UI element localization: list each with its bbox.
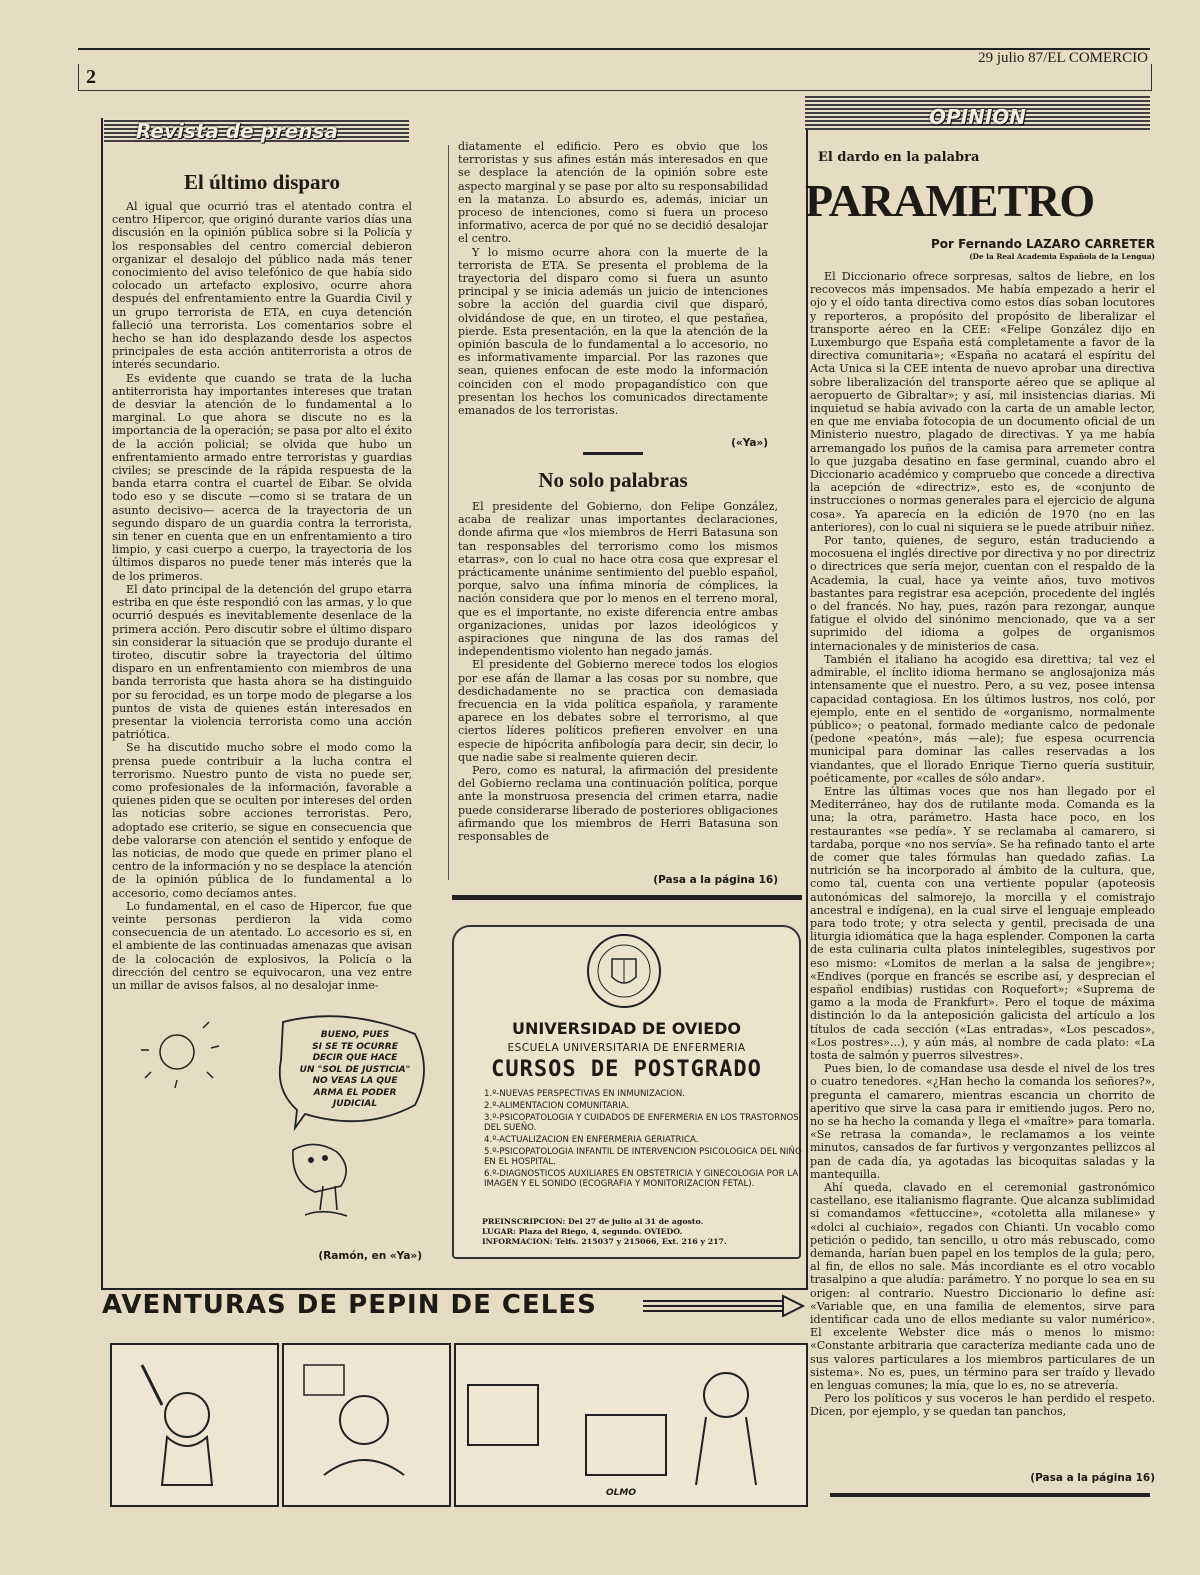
speech-line: DECIR QUE HACE [312,1053,398,1063]
article1-paragraph: Lo fundamental, en el caso de Hipercor, fue que veinte personas perdieron la vida como consecuencia de un atentado. Lo accesorio es si, en el ambiente de las continuadas amenazas que avisan de la colocación de explosivos, la Policía o la dirección del centro se equivocaron, una vez entre un millar de avisos falsos, al no desalojar inme- [112,899,412,992]
ad-course: 6.º-DIAGNOSTICOS AUXILIARES EN OBSTETRICIA Y GINECOLOGIA POR LA IMAGEN Y EL SONIDO (ECOGRAFIA Y MONITORIZACION FETAL). [484,1169,799,1189]
ad-informacion: INFORMACION: Telfs. 215037 y 215066, Ext. 216 y 217. [482,1237,727,1246]
ad-lugar: LUGAR: Plaza del Riego, 4, segundo. OVIEDO. [482,1227,683,1236]
article1-paragraph: Y lo mismo ocurre ahora con la muerte de la terrorista de ETA. Se presenta el problema de la trayectoria del disparo como si fuera un asunto principal y se inicia además un juicio de intenciones sobre la acción del guardia civil que disparó, olvidándose de que, en un tiroteo, el que pestañea, pierde. Esta presentación, en la que la atención de la opinión bascula de lo fundamental a lo accesorio, no es informativamente imparcial. Por las razones que sean, quienes enfocan de este modo la información coinciden con el modo propagandístico con que presentan los hechos los comunicados directamente emanados de los terroristas. [458,245,768,418]
opinion-body [810,270,1155,1468]
comic-title: AVENTURAS DE PEPIN DE CELES [102,1290,597,1320]
opinion-paragraph: Pero los políticos y sus voceros le han perdido el respeto. Dicen, por ejemplo, y se quedan tan panchos, [810,1392,1155,1419]
column-divider [448,145,449,880]
article2-paragraph: El presidente del Gobierno merece todos los elogios por ese afán de llamar a las cosas por su nombre, que desdichadamente no se practica con demasiada frecuencia en la vida política española, y raramente aparece en los debates sobre el terrorismo, al que ciertos líderes políticos prefieren envolver en una especie de hipócrita anfibología para decir, sin decir, lo que nadie sabe si realmente quieren decir. [458,658,778,764]
header-box [78,64,1152,91]
ad-course: 4.º-ACTUALIZACION EN ENFERMERIA GERIATRICA. [484,1135,699,1145]
article-separator [583,452,643,455]
speech-line: SI SE TE OCURRE [312,1041,398,1052]
opinion-section-label: OPINION [928,105,1027,129]
article1-paragraph: El dato principal de la detención del grupo etarra estriba en que éste respondió con las armas, y lo que ocurrió después es inevitablemente desenlace de la primera acción. Pero discutir sobre el último disparo sin considerar la situación que se produjo durante el tiroteo, discutir sobre la trayectoria del último disparo en un enfrentamiento con miembros de una banda terrorista que hasta ahora se ha distinguido por su ferocidad, es un torpe modo de plegarse a los puntos de vista de quienes están interesados en presentar la violencia terrorista como una acción patriótica. [112,582,412,742]
cartoon [115,1010,435,1240]
opinion-bottom-rule [830,1493,1150,1497]
comic-panel [454,1343,808,1507]
ad-course: 1.º-NUEVAS PERSPECTIVAS EN INMUNIZACION. [484,1089,686,1099]
speech-line: NO VEAS LA QUE [312,1076,398,1086]
comic-signature: OLMO [606,1488,636,1498]
article1-left-column [112,200,412,992]
ad-course: 2.º-ALIMENTACION COMUNITARIA. [484,1101,630,1111]
sun-rays-icon [141,1022,219,1088]
article2-paragraph: Pero, como es natural, la afirmación del presidente del Gobierno reclama una continuación política, porque ante la monstruosa presencia del crimen etarra, nadie puede considerarse liberado de posteriores obligaciones afirmando que los miembros de Herri Batasuna son responsables de [458,764,778,844]
article2-bottom-rule [452,895,802,900]
opinion-paragraph: Ahí queda, clavado en el ceremonial gastronómico castellano, ese italianismo flagrante. Que alcanza sublimidad si comandamos «fettuccine», «cotoletta alla milanese» y «dolci al cuchiaio», regados con Chianti. Un vocablo como petición o pedido, tan sencillo, u otro más rebuscado, como demanda, harían buen papel en los templos de la gula; pero, al fin, de ellos no sale. Más incordiante es el otro vocablo trasalpino a que aludía: parámetro. Y no porque lo sea en su origen: al contrario. Nuestro Diccionario lo define así: «Variable que, en una familia de elementos, sirve para identificar cada uno de ellos mediante su valor numérico». El excelente Webster dice más o menos lo mismo: «Constante arbitraria que caracteriza mediante cada uno de sus valores particulares a los miembros particulares de un sistema». No es, pues, un término para ser traído y llevado en lenguas comunes; la mía, que lo es, no se atrevería. [810,1181,1155,1393]
ad-course-list [454,1089,804,1191]
article1-title-wrap [112,170,412,195]
university-ad [452,925,801,1259]
cartoon-caption: (Ramón, en «Ya») [318,1250,422,1262]
comic-strip [110,1343,810,1508]
article1-title: El último disparo [184,170,340,194]
speech-line: JUDICIAL [332,1099,378,1109]
opinion-section-banner [805,96,1150,130]
comic-panel-drawing [112,1345,277,1505]
comic-panel [282,1343,451,1507]
opinion-paragraph: El Diccionario ofrece sorpresas, saltos de liebre, en los recovecos más impensados. Me había empezado a herir el ojo y el oído tanta directiva como estos días soban locutores y reporteros, a propósito del propósito de liberalizar el transporte aéreo en la CEE: «Felipe González dijo en Luxemburgo que España está completamente a favor de la directiva comunitaria»; «España no acatará el espíritu del Acta Unica si la CEE intenta de nuevo aprobar una directiva sobre liberalización del transporte aéreo que se aplique al aeropuerto de Gibraltar»; y así, mil insistencias diarias. Mi inquietud se había avivado con la carta de un amable lector, en que me enviaba fotocopia de un documento oficial de un Ministerio nuestro, plagado de directivas. Y ya me había arremangado los puños de la camisa para arremeter contra lo que juzgaba desatino en fase germinal, cuando abro el Diccionario académico y compruebo que concede a directiva la acepción de «directriz», esto es, de «conjunto de instrucciones o normas generales para el ejercicio de alguna cosa». Ya aparecía en la edición de 1970 (no en las anteriores), con lo cual ni siquiera se le puede atribuir niñez. [810,270,1155,534]
comic-panel-drawing [284,1345,449,1505]
opinion-byline: Por Fernando LAZARO CARRETER [930,237,1155,251]
opinion-kicker: El dardo en la palabra [818,150,980,165]
revista-section-banner [104,118,409,142]
article1-paragraph: Se ha discutido mucho sobre el modo como la prensa puede contribuir a la lucha contra el terrorismo. Nuestro punto de vista no puede ser, como profesionales de la información, favorable a quienes piden que se oculten por intereses del orden las noticias sobre acciones terroristas. Pero, adoptado ese criterio, se sigue en consecuencia que debe valorarse con atención el sentido y enfoque de las noticias, de modo que quede en primer plano el centro de la información y no se desplace la atención de la opinión pública de lo fundamental a lo accesorio, como decíamos antes. [112,741,412,900]
ad-course: 3.º-PSICOPATOLOGIA Y CUIDADOS DE ENFERMERIA EN LOS TRASTORNOS DEL SUEÑO. [484,1113,799,1133]
sun-icon [160,1035,194,1069]
speech-line: ARMA EL PODER [313,1087,397,1098]
opinion-continuation: (Pasa a la página 16) [1030,1472,1155,1484]
opinion-paragraph: Pues bien, lo de comandase usa desde el nivel de los tres o cuatro tenedores. «¿Han hecho la comanda los señores?», pregunta el camarero, mientras escancia un chorrito de aperitivo que sirve la casa para ir emitiendo jugos. Pero no, no se ha hecho la comanda y llega el «maître» para tomarla. «Se retrasa la comanda», le reclamamos a los veinte minutos, cansados de far furtivos y vergonzantes pellizcos al pan de cada día, ya agotadas las bicoquitas saladas y la mantequilla. [810,1062,1155,1181]
article2-title-wrap [458,468,768,493]
character-eye [308,1157,314,1163]
speech-line: BUENO, PUES [320,1030,390,1040]
cartoon-character [293,1144,347,1216]
ad-preinscripcion: PREINSCRIPCION: Del 27 de julio al 31 de agosto. [482,1217,704,1226]
character-eye [322,1155,328,1161]
article1-source: («Ya») [731,437,768,449]
ad-enrollment-info [454,1217,812,1247]
article2-title: No solo palabras [538,468,688,492]
opinion-paragraph: Por tanto, quienes, de seguro, están traduciendo a mocosuena el inglés directive por directiva y no por directriz o directrices que sería mejor, cuentan con el respaldo de la Academia, la cual, hace ya veinte años, tuvo motivos bastantes para registrar esa acepción, procedente del inglés o del francés. No hay, pues, razón para rezongar, aunque fatigue el olvido del sinónimo mencionado, que va a ser suprimido del idioma a golpes de organismos internacionales y de ministerios de casa. [810,534,1155,653]
article2-paragraph: El presidente del Gobierno, don Felipe González, acaba de realizar unas importantes declaraciones, donde afirma que «los miembros de Herri Batasuna son tan responsables del terrorismo como los mismos etarras», con lo cual no hace otra cosa que expresar el prácticamente unánime sentimiento del pueblo español, porque, salvo una ínfima minoría de cómplices, la nación considera que por lo menos en el terreno moral, que es el importante, no existe diferencia entre ambas organizaciones, unidas por lazos ideológicos y aspiraciones que ninguna de las dos ramas del independentismo violento han negado jamás. [458,500,778,659]
article2-column [458,500,778,860]
opinion-byline-affiliation: (De la Real Academia Española de la Lengua) [969,252,1155,261]
article1-paragraph: Al igual que ocurrió tras el atentado contra el centro Hipercor, que originó durante varios días una discusión en la opinión pública sobre si la Policía y los responsables del centro comercial debieron organizar el desalojo del público nada más tener conocimiento del aviso telefónico de que había sido colocado un artefacto explosivo, ocurre ahora después del enfrentamiento entre la Guardia Civil y un grupo terrorista de ETA, en cuya detención falleció una terrorista. Los comentarios sobre el hecho se han ido desplazando desde los aspectos principales de esta acción antiterrorista a otros de interés secundario. [112,200,412,372]
article2-continuation: (Pasa a la página 16) [653,874,778,886]
article1-right-column [458,140,768,430]
opinion-paragraph: También el italiano ha acogido esa direttiva; tal vez el admirable, el ínclito idioma hermano se anglosajoniza más intensamente que el nuestro. Pero, a su vez, posee intensa capacidad contagiosa. En los últimos lustros, nos coló, por ejemplo, ente en el sentido de «organismo, normalmente público»; o peatonal, formado mediante calco de pedonale (pedone «peatón», más —ale); fue espesa ocurrencia municipal para dominar las calles reservadas a los viandantes, que el llorado Enrique Tierno quería sustituir, poéticamente, por «calles de sólo andar». [810,652,1155,785]
speech-line: UN "SOL DE JUSTICIA" [299,1064,411,1075]
comic-panel [110,1343,279,1507]
ad-course: 5.º-PSICOPATOLOGIA INFANTIL DE INTERVENCION PSICOLOGICA DEL NIÑO EN EL HOSPITAL. [484,1147,802,1167]
comic-panel-drawing [456,1345,806,1505]
revista-section-label: Revista de prensa [136,119,339,143]
article1-paragraph: Es evidente que cuando se trata de la lucha antiterrorista hay importantes intereses que tratan de desviar la atención de lo fundamental a lo marginal. Lo que ahora se discute no es la importancia de la operación; se pasa por alto el éxito de la acción policial; se olvida que hubo un enfrentamiento armado entre terroristas y guardias civiles; se prescinde de la rápida respuesta de la banda etarra contra el cuartel de Eibar. Se olvida todo eso y se discute —como si se tratara de un asunto decisivo— acerca de la trayectoria de un segundo disparo de un guardia contra la terrorista, sin tener en cuenta que en un enfrentamiento a tiro limpio, y casi cuerpo a cuerpo, la trayectoria de los últimos disparos no puede tener más interés que la de los primeros. [112,371,412,583]
page-number: 2 [86,66,96,88]
ad-school: ESCUELA UNIVERSITARIA DE ENFERMERIA [507,1042,746,1054]
dateline: 29 julio 87/EL COMERCIO [978,50,1148,66]
ad-headline: CURSOS DE POSTGRADO [491,1057,762,1082]
cartoon-speech [285,1030,425,1111]
university-seal-icon [586,933,662,1009]
opinion-paragraph: Entre las últimas voces que nos han llegado por el Mediterráneo, hay dos de rutilante moda. Comanda es la una; la otra, parámetro. Hasta hace poco, en los restaurantes «se pedía». Y se reclamaba al camarero, si tardaba, porque «no nos servía». Se ha refinado tanto el arte de comer que tales fórmulas han quedado zafias. La nutrición se ha incorporado al ámbito de la cultura, que, como tal, cuenta con una vertiente popular (apoteosis autonómicas del salmorejo, la morcilla y el comistrajo ancestral e indígena), en la cual sirve el lenguaje empleado para todo trote; y otra selecta y gentil, precisada de una liturgia idiomática que la haga esplender. Componen la carta de esta culinaria culta platos inintelegibles, sugestivos por eso mismo: «Lomitos de merlan a la salsa de jengibre»; «Endives (porque en francés se escribe así, y desprecian el español endibias) rustidas con Roquefort»; «Suprema de gamo a la moda de Frankfurt». Pero el toque de máxima distinción lo da la anteposición galicista del artículo a los títulos de cada sección («Las entradas», «Los pescados», «Los postres»...), y aún más, al nombre de cada plato: «La tosta de salmón y puerros silvestres». [810,784,1155,1062]
opinion-title: PARAMETRO [805,175,1095,226]
ad-university: UNIVERSIDAD DE OVIEDO [511,1019,742,1038]
article1-paragraph: diatamente el edificio. Pero es obvio que los terroristas y sus afines están más interesados en que se desplace la atención de la opinión sobre este aspecto marginal y se pase por alto su responsabilidad en la matanza. Lo absurdo es, además, iniciar un proceso de intenciones, como si fuera un proceso informativo, acerca de por qué no se decidió desalojar el centro. [458,140,768,246]
comic-title-arrow-icon [643,1293,808,1319]
